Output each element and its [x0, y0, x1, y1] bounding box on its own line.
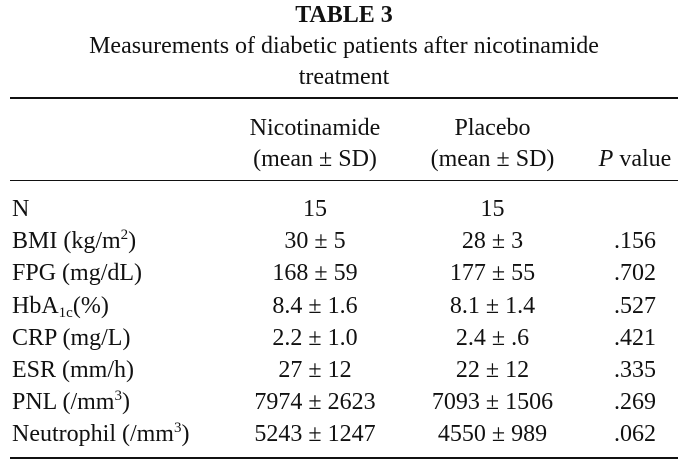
row-label-text: ESR (mm/h) — [12, 357, 135, 383]
header-placebo-label: Placebo — [454, 115, 531, 141]
table-row — [0, 290, 688, 322]
cell-p-value: .269 — [614, 389, 656, 415]
cell-placebo: 2.4 ± .6 — [455, 325, 530, 351]
row-label-text: HbA — [12, 293, 59, 319]
row-label — [12, 225, 136, 257]
cell-nicotinamide: 27 ± 12 — [278, 357, 352, 383]
header-nicotinamide-label: Nicotinamide — [249, 115, 381, 141]
cell-placebo: 177 ± 55 — [449, 260, 536, 286]
row-label — [12, 354, 134, 386]
row-label-superscript: 3 — [114, 388, 122, 404]
row-label-text: N — [12, 196, 30, 222]
table-row — [0, 193, 688, 225]
header-p-italic: P — [598, 146, 614, 172]
row-label-text: PNL (/mm — [12, 389, 115, 415]
top-rule — [10, 97, 678, 99]
row-label-tail: (%) — [72, 293, 109, 319]
caption-line-1: Measurements of diabetic patients after nicotinamide — [89, 33, 599, 59]
caption-line-2: treatment — [298, 64, 390, 90]
row-label — [12, 386, 130, 418]
row-label-superscript: 3 — [173, 420, 182, 436]
cell-nicotinamide: 2.2 ± 1.0 — [272, 325, 358, 351]
row-label-text: Neutrophil (/mm — [12, 421, 174, 447]
header-placebo — [410, 113, 575, 175]
cell-p-value: .062 — [614, 421, 656, 447]
header-p-rest: value — [613, 146, 672, 172]
cell-p-value: .527 — [614, 293, 656, 319]
cell-placebo: 4550 ± 989 — [437, 421, 548, 447]
cell-nicotinamide: 168 ± 59 — [272, 260, 358, 286]
header-placebo-sub: (mean ± SD) — [430, 146, 555, 172]
row-label-subscript: 1c — [58, 305, 73, 321]
table-row — [0, 257, 688, 289]
row-label-text: CRP (mg/L) — [12, 325, 131, 351]
table-caption — [40, 31, 648, 93]
cell-p-value: .335 — [614, 357, 656, 383]
cell-placebo: 22 ± 12 — [455, 357, 530, 383]
row-label — [12, 418, 189, 450]
row-label-text: BMI (kg/m — [12, 228, 121, 254]
bottom-rule — [10, 457, 678, 459]
cell-placebo: 8.1 ± 1.4 — [449, 293, 536, 319]
cell-nicotinamide: 5243 ± 1247 — [254, 421, 376, 447]
cell-placebo: 7093 ± 1506 — [431, 389, 554, 415]
table-row — [0, 386, 688, 418]
row-label-superscript: 2 — [120, 227, 129, 243]
table-row — [0, 418, 688, 450]
table-row — [0, 225, 688, 257]
cell-p-value: .702 — [614, 260, 656, 286]
cell-p-value: .421 — [614, 325, 656, 351]
cell-nicotinamide: 15 — [303, 196, 327, 222]
table-row — [0, 322, 688, 354]
row-label-tail: ) — [121, 389, 130, 415]
cell-placebo: 28 ± 3 — [461, 228, 524, 254]
cell-nicotinamide: 8.4 ± 1.6 — [272, 293, 358, 319]
row-label — [12, 322, 130, 354]
row-label — [12, 193, 29, 225]
header-nicotinamide — [230, 113, 400, 175]
table-title: TABLE 3 — [295, 2, 393, 28]
cell-p-value: .156 — [614, 228, 656, 254]
header-rule — [10, 180, 678, 181]
cell-placebo: 15 — [480, 196, 505, 222]
header-p-value — [585, 144, 685, 175]
cell-nicotinamide: 30 ± 5 — [284, 228, 346, 254]
row-label-text: FPG (mg/dL) — [12, 260, 143, 286]
row-label-tail: ) — [128, 228, 137, 254]
cell-nicotinamide: 7974 ± 2623 — [254, 389, 376, 415]
row-label-tail: ) — [181, 421, 190, 447]
row-label — [12, 290, 109, 322]
table-row — [0, 354, 688, 386]
header-nicotinamide-sub: (mean ± SD) — [253, 146, 377, 172]
row-label — [12, 257, 142, 289]
